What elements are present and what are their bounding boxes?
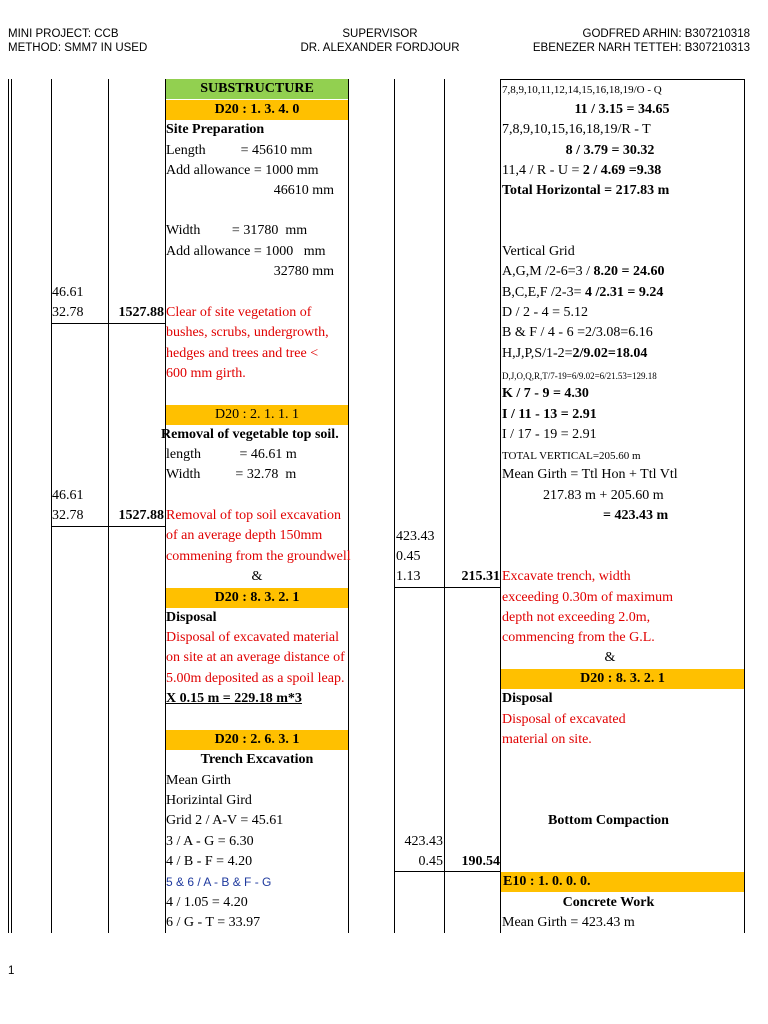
calc-line: Add allowance = 1000 mm bbox=[166, 244, 326, 259]
smm-code: D20 : 8. 3. 2. 1 bbox=[501, 669, 744, 689]
description-line: commening from the groundwell bbox=[166, 549, 351, 564]
calc-result: = 423.43 m bbox=[603, 508, 669, 523]
calc-value: 2/9.02=18.04 bbox=[572, 346, 648, 361]
student-1: GODFRED ARHIN: B307210318 bbox=[582, 28, 750, 40]
description-line: 600 mm girth. bbox=[166, 366, 246, 381]
calc-line bbox=[502, 262, 665, 282]
calc-line: Mean Girth = 423.43 m bbox=[502, 915, 635, 930]
ampersand: & bbox=[604, 650, 616, 665]
item-heading: Trench Excavation bbox=[200, 752, 314, 767]
item-heading: Site Preparation bbox=[166, 122, 265, 137]
calc-line: K / 7 - 9 = 4.30 bbox=[502, 386, 589, 401]
ampersand: & bbox=[251, 569, 263, 584]
item-heading: Removal of vegetable top soil. bbox=[161, 427, 339, 442]
calc-line: Add allowance = 1000 mm bbox=[166, 163, 319, 178]
supervisor-name: DR. ALEXANDER FORDJOUR bbox=[300, 42, 460, 54]
calc-line: I / 11 - 13 = 2.91 bbox=[502, 407, 597, 422]
calc-line: D / 2 - 4 = 5.12 bbox=[502, 305, 589, 320]
calc-line: 46610 mm bbox=[273, 183, 334, 198]
rule-h bbox=[51, 323, 165, 324]
calc-line: length = 46.61 m bbox=[166, 447, 297, 462]
calc-line: 217.83 m + 205.60 m bbox=[543, 488, 664, 503]
calc-value: 8.20 = 24.60 bbox=[593, 264, 665, 279]
item-heading: Bottom Compaction bbox=[548, 813, 669, 828]
calc-total: Total Horizontal = 217.83 m bbox=[502, 183, 670, 198]
dimension-value: 32.78 bbox=[52, 508, 84, 523]
description-line: hedges and trees and tree < bbox=[166, 346, 319, 361]
calc-label: H,J,P,S/1-2= bbox=[502, 346, 573, 361]
calc-label: 11,4 / R - U = bbox=[502, 163, 583, 178]
calc-line: 5 & 6 / A - B & F - G bbox=[166, 875, 272, 889]
supervisor-label: SUPERVISOR bbox=[342, 28, 418, 40]
calc-line: Grid 2 / A-V = 45.61 bbox=[166, 813, 284, 828]
calc-line: 4 / B - F = 4.20 bbox=[166, 854, 253, 869]
description-line: Disposal of excavated material bbox=[166, 630, 339, 645]
calc-total: TOTAL VERTICAL=205.60 m bbox=[502, 450, 641, 462]
calc-line: Mean Girth = Ttl Hon + Ttl Vtl bbox=[502, 467, 678, 482]
calc-line: B & F / 4 - 6 =2/3.08=6.16 bbox=[502, 325, 653, 340]
squaring-value: 1527.88 bbox=[118, 508, 164, 523]
squaring-value: 215.31 bbox=[461, 569, 500, 584]
description-line: material on site. bbox=[502, 732, 592, 747]
calc-line bbox=[502, 283, 663, 303]
description-line: Disposal of excavated bbox=[502, 712, 626, 727]
calc-label: A,G,M /2-6=3 / bbox=[502, 264, 594, 279]
description-line: 5.00m deposited as a spoil leap. bbox=[166, 671, 345, 686]
item-heading: Vertical Grid bbox=[502, 244, 575, 259]
dimension-value: 1.13 bbox=[396, 569, 421, 584]
calc-line: D,J,O,Q,R,T/7-19=6/9.02=6/21.53=129.18 bbox=[502, 371, 657, 381]
calc-line: 6 / G - T = 33.97 bbox=[166, 915, 261, 930]
student-2: EBENEZER NARH TETTEH: B307210313 bbox=[532, 42, 750, 54]
item-heading: Disposal bbox=[502, 691, 553, 706]
calc-line: 32780 mm bbox=[273, 264, 334, 279]
calc-value: 4 /2.31 = 9.24 bbox=[584, 285, 664, 300]
calc-result: X 0.15 m = 229.18 m*3 bbox=[166, 691, 302, 706]
description-line: exceeding 0.30m of maximum bbox=[502, 590, 674, 605]
description-line: Removal of top soil excavation bbox=[166, 508, 341, 523]
rule-v bbox=[444, 79, 445, 933]
smm-code: D20 : 2. 1. 1. 1 bbox=[166, 405, 348, 425]
calc-line bbox=[502, 344, 647, 364]
calc-line: Mean Girth bbox=[166, 773, 231, 788]
description-line: Clear of site vegetation of bbox=[166, 305, 312, 320]
calc-line: 8 / 3.79 = 30.32 bbox=[565, 143, 655, 158]
dimension-value: 0.45 bbox=[396, 549, 421, 564]
calc-line: 4 / 1.05 = 4.20 bbox=[166, 895, 248, 910]
item-heading: Concrete Work bbox=[562, 895, 655, 910]
calc-line bbox=[502, 161, 661, 181]
squaring-value: 190.54 bbox=[461, 854, 500, 869]
rule-v bbox=[394, 79, 395, 933]
calc-line: 7,8,9,10,11,12,14,15,16,18,19/O - Q bbox=[502, 84, 662, 96]
smm-code: D20 : 8. 3. 2. 1 bbox=[166, 588, 348, 608]
calc-line: 7,8,9,10,15,16,18,19/R - T bbox=[502, 122, 651, 137]
rule-v bbox=[348, 79, 349, 933]
item-heading: Disposal bbox=[166, 610, 217, 625]
description-line: bushes, scrubs, undergrowth, bbox=[166, 325, 329, 340]
rule-v bbox=[11, 79, 12, 933]
timesing-value: 46.61 bbox=[52, 285, 84, 300]
calc-line: Width = 32.78 m bbox=[166, 467, 297, 482]
rule-v bbox=[744, 79, 745, 933]
page-number: 1 bbox=[8, 965, 15, 977]
description-line: on site at an average distance of bbox=[166, 650, 345, 665]
smm-code: D20 : 1. 3. 4. 0 bbox=[166, 100, 348, 120]
method-label: METHOD: SMM7 IN USED bbox=[8, 42, 148, 54]
description-line: commencing from the G.L. bbox=[502, 630, 655, 645]
rule-h bbox=[394, 587, 500, 588]
calc-label: B,C,E,F /2-3= bbox=[502, 285, 585, 300]
project-title: MINI PROJECT: CCB bbox=[8, 28, 119, 40]
description-line: Excavate trench, width bbox=[502, 569, 631, 584]
calc-value: 2 / 4.69 =9.38 bbox=[582, 163, 662, 178]
calc-line: Width = 31780 mm bbox=[166, 223, 308, 238]
dimension-value: 0.45 bbox=[418, 854, 443, 869]
rule-v bbox=[8, 79, 9, 933]
description-line: of an average depth 150mm bbox=[166, 528, 323, 543]
timesing-value: 423.43 bbox=[404, 834, 443, 849]
dimension-value: 32.78 bbox=[52, 305, 84, 320]
rule-v bbox=[500, 79, 501, 933]
rule-h bbox=[51, 526, 165, 527]
smm-code: E10 : 1. 0. 0. 0. bbox=[501, 872, 744, 892]
section-heading: SUBSTRUCTURE bbox=[166, 79, 348, 99]
calc-line: Length = 45610 mm bbox=[166, 143, 313, 158]
calc-line: 11 / 3.15 = 34.65 bbox=[574, 102, 670, 117]
calc-line: 3 / A - G = 6.30 bbox=[166, 834, 254, 849]
calc-line: I / 17 - 19 = 2.91 bbox=[502, 427, 597, 442]
squaring-value: 1527.88 bbox=[118, 305, 164, 320]
description-line: depth not exceeding 2.0m, bbox=[502, 610, 651, 625]
timesing-value: 423.43 bbox=[396, 529, 435, 544]
smm-code: D20 : 2. 6. 3. 1 bbox=[166, 730, 348, 750]
timesing-value: 46.61 bbox=[52, 488, 84, 503]
calc-line: Horizintal Gird bbox=[166, 793, 252, 808]
